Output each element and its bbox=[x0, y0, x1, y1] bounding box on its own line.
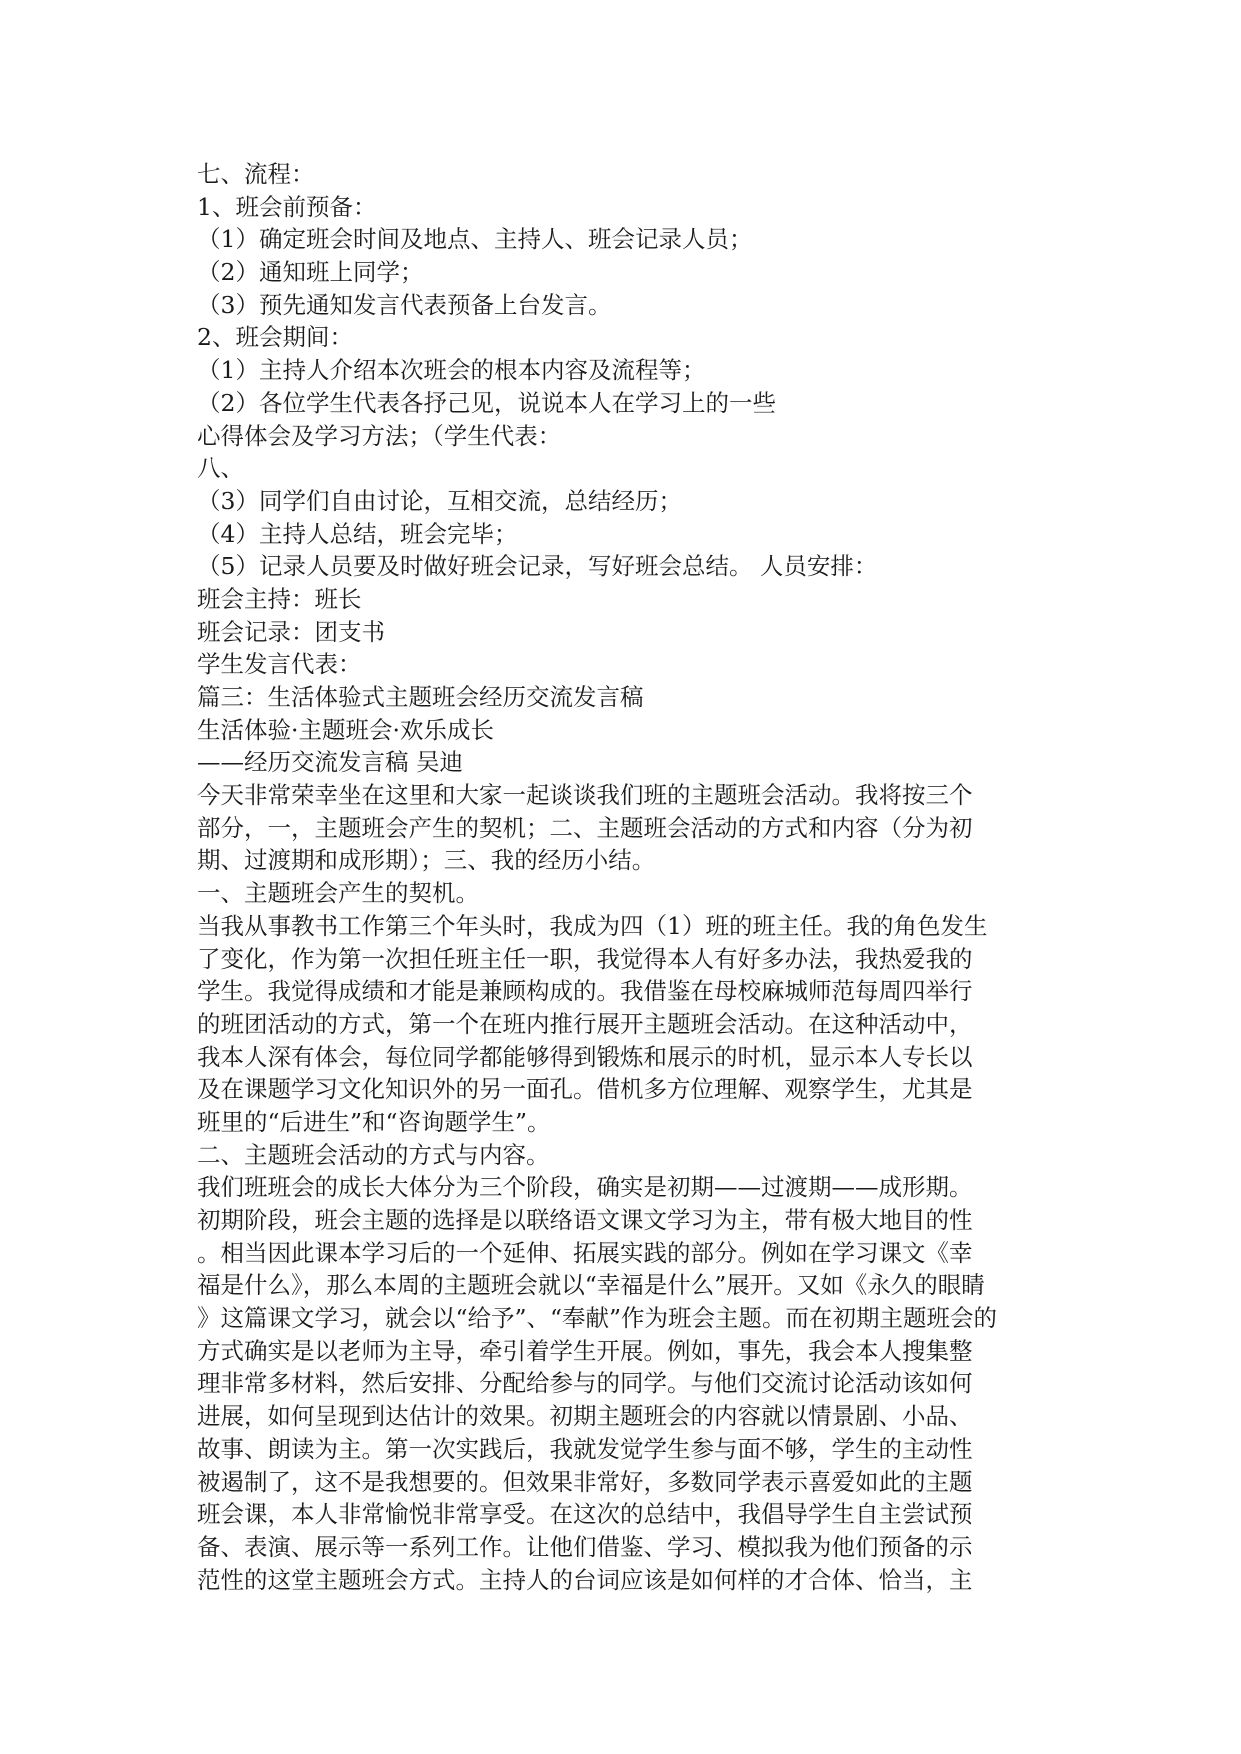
text-line: 班里的“后进生”和“咨询题学生”。 bbox=[197, 1107, 551, 1136]
text-line: 了变化，作为第一次担任班主任一职，我觉得本人有好多办法，我热爱我的 bbox=[197, 944, 973, 973]
text-line: 期、过渡期和成形期）；三、我的经历小结。 bbox=[197, 846, 656, 875]
text-line: 》这篇课文学习，就会以“给予”、“奉献”作为班会主题。而在初期主题班会的 bbox=[197, 1304, 998, 1333]
text-line: 进展，如何呈现到达估计的效果。初期主题班会的内容就以情景剧、小品、 bbox=[197, 1402, 973, 1431]
text-line: 。相当因此课本学习后的一个延伸、拓展实践的部分。例如在学习课文《幸 bbox=[197, 1238, 973, 1267]
text-line: 方式确实是以老师为主导，牵引着学生开展。例如，事先，我会本人搜集整 bbox=[197, 1336, 973, 1365]
text-line: （1）确定班会时间及地点、主持人、班会记录人员； bbox=[197, 225, 753, 254]
text-line: 班会课，本人非常愉悦非常享受。在这次的总结中，我倡导学生自主尝试预 bbox=[197, 1500, 973, 1529]
text-line: 学生。我觉得成绩和才能是兼顾构成的。我借鉴在母校麻城师范每周四举行 bbox=[197, 977, 973, 1006]
text-line: 班会记录：团支书 bbox=[197, 617, 385, 646]
text-line: （4）主持人总结，班会完毕； bbox=[197, 519, 518, 548]
text-line: 故事、朗读为主。第一次实践后，我就发觉学生参与面不够，学生的主动性 bbox=[197, 1434, 973, 1463]
text-line: 今天非常荣幸坐在这里和大家一起谈谈我们班的主题班会活动。我将按三个 bbox=[197, 781, 973, 810]
text-line: （2）通知班上同学； bbox=[197, 258, 424, 287]
text-line: 七、流程： bbox=[197, 160, 315, 188]
document-body bbox=[197, 158, 1057, 1596]
text-line: 生活体验·主题班会·欢乐成长 bbox=[197, 715, 494, 744]
text-line: （3）同学们自由讨论，互相交流，总结经历； bbox=[197, 486, 682, 515]
text-line: 部分，一，主题班会产生的契机；二、主题班会活动的方式和内容（分为初 bbox=[197, 813, 973, 842]
text-line: 2、班会期间： bbox=[197, 323, 353, 352]
text-line: 我本人深有体会，每位同学都能够得到锻炼和展示的时机，显示本人专长以 bbox=[197, 1042, 973, 1071]
text-line: 福是什么》，那么本周的主题班会就以“幸福是什么”展开。又如《永久的眼睛 bbox=[197, 1271, 985, 1300]
text-line: 1、班会前预备： bbox=[197, 192, 377, 221]
text-line: 初期阶段，班会主题的选择是以联络语文课文学习为主，带有极大地目的性 bbox=[197, 1206, 973, 1234]
text-line: （5）记录人员要及时做好班会记录，写好班会总结。 人员安排： bbox=[197, 552, 878, 581]
text-line: （3）预先通知发言代表预备上台发言。 bbox=[197, 290, 612, 319]
text-line: 被遏制了，这不是我想要的。但效果非常好，多数同学表示喜爱如此的主题 bbox=[197, 1467, 973, 1496]
text-line: 及在课题学习文化知识外的另一面孔。借机多方位理解、观察学生，尤其是 bbox=[197, 1075, 973, 1104]
text-line: （2）各位学生代表各抒己见，说说本人在学习上的一些 bbox=[197, 388, 776, 417]
text-line: 的班团活动的方式，第一个在班内推行展开主题班会活动。在这种活动中， bbox=[197, 1009, 973, 1038]
text-line: 备、表演、展示等一系列工作。让他们借鉴、学习、模拟我为他们预备的示 bbox=[197, 1532, 973, 1561]
text-line: 理非常多材料，然后安排、分配给参与的同学。与他们交流讨论活动该如何 bbox=[197, 1369, 973, 1398]
text-line: 一、主题班会产生的契机。 bbox=[197, 879, 479, 908]
text-line: 八、 bbox=[197, 454, 244, 483]
text-line: 范性的这堂主题班会方式。主持人的台词应该是如何样的才合体、恰当，主 bbox=[197, 1565, 973, 1594]
text-line: 我们班班会的成长大体分为三个阶段，确实是初期——过渡期——成形期。 bbox=[197, 1173, 973, 1202]
text-line: 心得体会及学习方法；（学生代表： bbox=[197, 421, 562, 450]
text-line: 班会主持：班长 bbox=[197, 584, 362, 613]
text-line: 当我从事教书工作第三个年头时，我成为四（1）班的班主任。我的角色发生 bbox=[197, 911, 988, 940]
text-line: 学生发言代表： bbox=[197, 650, 362, 679]
text-line: ——经历交流发言稿 吴迪 bbox=[197, 748, 463, 777]
text-line: （1）主持人介绍本次班会的根本内容及流程等； bbox=[197, 356, 706, 385]
text-line: 篇三：生活体验式主题班会经历交流发言稿 bbox=[197, 683, 644, 711]
text-line: 二、主题班会活动的方式与内容。 bbox=[197, 1140, 550, 1169]
